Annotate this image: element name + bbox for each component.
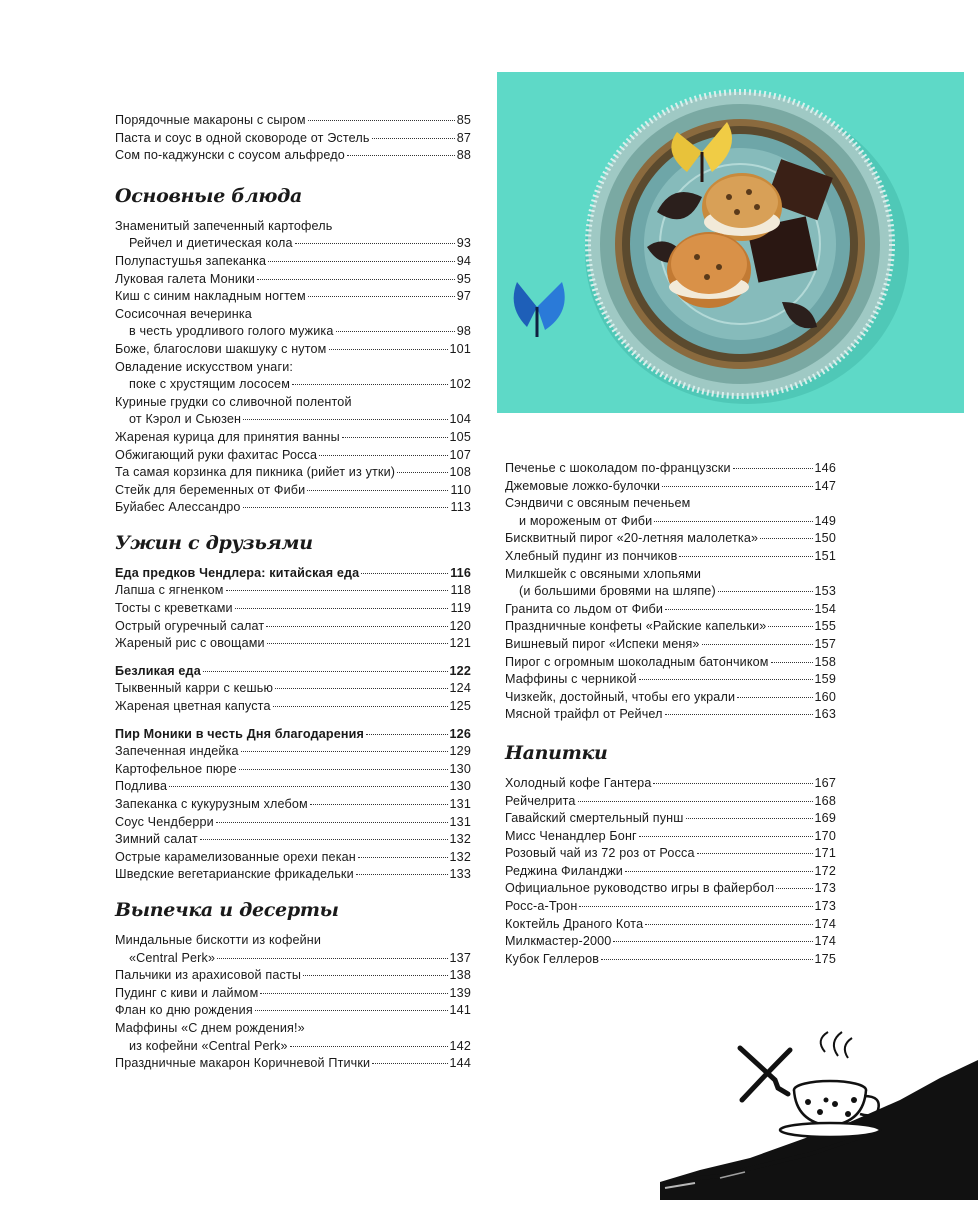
toc-entry[interactable] — [505, 689, 836, 707]
entry-title: Боже, благослови шакшуку с нутом — [115, 341, 327, 356]
entry-title: Полупастушья запеканка — [115, 253, 267, 268]
toc-entry[interactable] — [115, 743, 471, 761]
page-number: 137 — [449, 950, 471, 965]
toc-entry[interactable] — [505, 951, 836, 969]
entry-title: Милкшейк с овсяными хлопьями — [505, 566, 702, 581]
entry-title: Росс-а-Трон — [505, 899, 578, 914]
toc-entry[interactable] — [115, 1020, 471, 1055]
toc-entry[interactable] — [115, 866, 471, 884]
toc-entry[interactable] — [505, 601, 836, 619]
toc-entry[interactable] — [115, 464, 471, 482]
page-number: 173 — [814, 881, 836, 896]
toc-entry[interactable] — [115, 618, 471, 636]
page-number: 129 — [449, 744, 471, 759]
entry-title-cont: от Кэрол и Сьюзен — [129, 412, 242, 427]
page-number: 108 — [449, 465, 471, 480]
toc-entry[interactable] — [505, 810, 836, 828]
entry-title: Соус Чендберри — [115, 814, 214, 829]
page-number: 132 — [449, 849, 471, 864]
toc-entry[interactable] — [505, 566, 836, 601]
entry-title: Тыквенный карри с кешью — [115, 681, 274, 696]
toc-entry[interactable] — [115, 341, 471, 359]
entry-title-cont: «Central Perk» — [129, 950, 216, 965]
page-number: 146 — [814, 461, 836, 475]
toc-entry[interactable] — [115, 635, 471, 653]
page-number: 139 — [449, 985, 471, 1000]
page-number: 157 — [814, 636, 836, 651]
entry-title: Сосисочная вечеринка — [115, 306, 252, 321]
toc-entry-subheading[interactable] — [115, 663, 471, 681]
entry-title: Мисс Ченандлер Бонг — [505, 828, 637, 843]
entry-title: Сом по-каджунски с соусом альфредо — [115, 148, 345, 163]
entry-title-cont: поке с хрустящим лососем — [129, 377, 291, 392]
toc-entry[interactable] — [505, 636, 836, 654]
toc-section-baking-desserts — [115, 932, 471, 1073]
entry-title: Реджина Филанджи — [505, 863, 623, 878]
toc-section-dinner-with-friends — [115, 565, 471, 884]
toc-entry[interactable] — [115, 147, 471, 165]
entry-title: Маффины «С днем рождения!» — [115, 1020, 305, 1035]
page-number: 150 — [814, 531, 836, 546]
entry-title: Зимний салат — [115, 832, 198, 847]
toc-entry[interactable] — [505, 478, 836, 496]
section-heading: Ужин с друзьями — [115, 531, 313, 554]
entry-title-cont: и мороженым от Фиби — [519, 513, 653, 528]
toc-entry[interactable] — [505, 671, 836, 689]
page-number: 121 — [449, 636, 471, 651]
toc-entry[interactable] — [115, 288, 471, 306]
entry-title: Пирог с огромным шоколадным батончиком — [505, 654, 769, 669]
section-heading: Напитки — [505, 741, 608, 764]
page-number: 119 — [450, 601, 471, 616]
page-number: 98 — [456, 324, 471, 339]
page-number: 105 — [449, 429, 471, 444]
page-number: 94 — [456, 253, 471, 268]
toc-entry[interactable] — [115, 218, 471, 253]
toc-entry[interactable] — [115, 1002, 471, 1020]
toc-entry[interactable] — [115, 253, 471, 271]
food-photo — [497, 72, 964, 413]
toc-entry[interactable] — [115, 394, 471, 429]
toc-entry[interactable] — [115, 778, 471, 796]
brush-decoration-art — [660, 1030, 978, 1200]
page-number: 174 — [814, 916, 836, 931]
entry-title: Пудинг с киви и лаймом — [115, 985, 259, 1000]
page-number: 171 — [814, 846, 836, 861]
toc-entry[interactable] — [505, 618, 836, 636]
page-number: 168 — [814, 793, 836, 808]
page-number: 110 — [450, 482, 471, 497]
toc-entry[interactable] — [115, 499, 471, 517]
toc-entry[interactable] — [115, 429, 471, 447]
toc-entry[interactable] — [115, 761, 471, 779]
toc-entry[interactable] — [115, 932, 471, 967]
entry-title: Сэндвичи с овсяным печеньем — [505, 496, 691, 511]
page-number: 170 — [814, 828, 836, 843]
section-heading: Выпечка и десерты — [115, 898, 339, 921]
page-number: 125 — [449, 699, 471, 714]
entry-title: Безликая еда — [115, 663, 201, 678]
entry-title: Паста и соус в одной сковороде от Эстель — [115, 130, 370, 145]
page-number: 93 — [456, 236, 471, 251]
page-number: 120 — [449, 618, 471, 633]
page-number: 130 — [449, 779, 471, 794]
toc-entry[interactable] — [115, 447, 471, 465]
page-number: 130 — [449, 761, 471, 776]
toc-section-main-dishes — [115, 218, 471, 517]
toc-section-drinks — [505, 775, 836, 969]
entry-title: Пальчики из арахисовой пасты — [115, 968, 302, 983]
page-number: 131 — [449, 797, 471, 811]
page-number: 172 — [814, 863, 836, 878]
page-number: 88 — [456, 148, 471, 163]
toc-entry[interactable] — [505, 863, 836, 881]
toc-entry[interactable] — [115, 985, 471, 1003]
entry-title: Стейк для беременных от Фиби — [115, 482, 306, 497]
toc-entry[interactable] — [115, 1055, 471, 1073]
x-mark-icon — [740, 1048, 790, 1100]
entry-title: Буйабес Алессандро — [115, 500, 241, 515]
entry-title: Рейчелрита — [505, 793, 576, 808]
entry-title: Официальное руководство игры в файербол — [505, 881, 775, 896]
entry-title: Холодный кофе Гантера — [505, 775, 652, 790]
entry-title: Подлива — [115, 779, 168, 794]
entry-title: Кубок Геллеров — [505, 951, 600, 966]
toc-entry[interactable] — [115, 967, 471, 985]
entry-title: Обжигающий руки фахитас Росса — [115, 447, 318, 462]
entry-title: Мясной трайфл от Рейчел — [505, 707, 663, 722]
page-number: 151 — [814, 548, 836, 563]
entry-title: Острые карамелизованные орехи пекан — [115, 849, 356, 864]
page-number: 144 — [449, 1056, 471, 1071]
page-number: 124 — [449, 681, 471, 696]
toc-entry[interactable] — [505, 880, 836, 898]
entry-title: Еда предков Чендлера: китайская еда — [115, 565, 360, 580]
entry-title: Хлебный пудинг из пончиков — [505, 548, 678, 563]
toc-entry[interactable] — [115, 680, 471, 698]
toc-entry[interactable] — [115, 814, 471, 832]
page-number: 155 — [814, 619, 836, 634]
page-number: 163 — [814, 707, 836, 722]
page-number: 158 — [814, 654, 836, 669]
entry-title: Знаменитый запеченный картофель — [115, 218, 333, 233]
page-number: 133 — [449, 867, 471, 882]
toc-entry[interactable] — [115, 359, 471, 394]
toc-entry[interactable] — [505, 845, 836, 863]
page-number: 126 — [449, 726, 471, 741]
page-number: 175 — [814, 951, 836, 966]
page-number: 159 — [814, 672, 836, 687]
entry-title-cont: Рейчел и диетическая кола — [129, 236, 293, 251]
entry-title: Жареная цветная капуста — [115, 699, 271, 714]
entry-title-cont: (и большими бровями на шляпе) — [519, 584, 716, 599]
page-number: 160 — [814, 689, 836, 704]
page-number: 87 — [456, 130, 471, 145]
toc-entry[interactable] — [115, 482, 471, 500]
page-number: 142 — [449, 1038, 471, 1053]
page-number: 113 — [450, 500, 471, 515]
toc-section-desserts-continued — [505, 460, 836, 724]
entry-title: Гранита со льдом от Фиби — [505, 601, 664, 616]
entry-title-cont: из кофейни «Central Perk» — [129, 1038, 288, 1053]
page-number: 97 — [456, 289, 471, 304]
toc-entry[interactable] — [505, 775, 836, 793]
entry-title: Жареный рис с овощами — [115, 636, 265, 651]
toc-entry[interactable] — [115, 796, 471, 814]
toc-entry[interactable] — [115, 582, 471, 600]
entry-title: Запеченная индейка — [115, 744, 239, 759]
page-number: 141 — [449, 1003, 471, 1018]
toc-entry[interactable] — [115, 849, 471, 867]
toc-entry[interactable] — [115, 698, 471, 716]
toc-left-column — [115, 112, 471, 1073]
food-photo-illustration — [497, 72, 964, 413]
toc-entry[interactable] — [115, 130, 471, 148]
toc-entry-subheading[interactable] — [115, 565, 471, 583]
toc-entry[interactable] — [505, 706, 836, 724]
toc-entry[interactable] — [505, 793, 836, 811]
page-number: 101 — [449, 341, 471, 356]
entry-title: Миндальные бискотти из кофейни — [115, 932, 322, 947]
entry-title: Острый огуречный салат — [115, 618, 265, 633]
entry-title: Запеканка с кукурузным хлебом — [115, 797, 308, 811]
page-number: 138 — [449, 968, 471, 983]
page-number: 173 — [814, 899, 836, 914]
page-number: 154 — [814, 601, 836, 616]
entry-title: Джемовые ложко-булочки — [505, 478, 661, 493]
entry-title: Милкмастер-2000 — [505, 934, 612, 949]
entry-title: Флан ко дню рождения — [115, 1003, 253, 1018]
entry-title: Пир Моники в честь Дня благодарения — [115, 726, 365, 741]
entry-title: Печенье с шоколадом по-французски — [505, 461, 731, 475]
toc-entry[interactable] — [505, 548, 836, 566]
toc-entry[interactable] — [505, 460, 836, 478]
page-number: 132 — [449, 832, 471, 847]
page-number: 118 — [450, 583, 471, 598]
entry-title: Коктейль Драного Кота — [505, 916, 644, 931]
toc-entry[interactable] — [505, 898, 836, 916]
entry-title: Розовый чай из 72 роз от Росса — [505, 846, 695, 861]
page-number: 147 — [814, 478, 836, 493]
page-number: 102 — [449, 377, 471, 392]
entry-title: Вишневый пирог «Испеки меня» — [505, 636, 700, 651]
entry-title: Чизкейк, достойный, чтобы его украли — [505, 689, 736, 704]
page-number: 107 — [449, 447, 471, 462]
section-heading: Основные блюда — [115, 184, 302, 207]
entry-title: Лапша с ягненком — [115, 583, 224, 598]
toc-intro-group — [115, 112, 471, 165]
page-number: 122 — [449, 663, 471, 678]
entry-title: Тосты с креветками — [115, 601, 233, 616]
page-number: 174 — [814, 934, 836, 949]
entry-title: Овладение искусством унаги: — [115, 359, 294, 374]
entry-title: Та самая корзинка для пикника (рийет из утки) — [115, 465, 396, 480]
toc-entry[interactable] — [115, 112, 471, 130]
page-number: 153 — [814, 584, 836, 599]
page-number: 104 — [449, 412, 471, 427]
toc-entry[interactable] — [505, 933, 836, 951]
page-number: 95 — [456, 271, 471, 286]
toc-entry[interactable] — [505, 654, 836, 672]
toc-entry[interactable] — [115, 306, 471, 341]
toc-entry[interactable] — [115, 271, 471, 289]
toc-entry[interactable] — [505, 530, 836, 548]
toc-entry[interactable] — [115, 831, 471, 849]
page-number: 116 — [450, 565, 471, 580]
entry-title: Праздничные макарон Коричневой Птички — [115, 1056, 371, 1071]
entry-title: Порядочные макароны с сыром — [115, 113, 306, 127]
entry-title: Картофельное пюре — [115, 761, 237, 776]
page-number: 131 — [449, 814, 471, 829]
toc-right-column — [505, 460, 836, 968]
page-number: 149 — [814, 513, 836, 528]
toc-entry[interactable] — [505, 828, 836, 846]
entry-title: Гавайский смертельный пунш — [505, 811, 684, 826]
entry-title: Праздничные конфеты «Райские капельки» — [505, 619, 767, 634]
toc-entry-subheading[interactable] — [115, 726, 471, 744]
entry-title: Бисквитный пирог «20-летняя малолетка» — [505, 531, 759, 546]
entry-title-cont: в честь уродливого голого мужика — [129, 324, 334, 339]
toc-entry[interactable] — [505, 495, 836, 530]
entry-title: Куриные грудки со сливочной полентой — [115, 394, 352, 409]
page-number: 169 — [814, 811, 836, 826]
entry-title: Жареная курица для принятия ванны — [115, 429, 340, 444]
toc-entry[interactable] — [505, 916, 836, 934]
entry-title: Луковая галета Моники — [115, 271, 255, 286]
page-number: 85 — [456, 113, 471, 127]
brush-decoration — [660, 1030, 978, 1200]
entry-title: Киш с синим накладным ногтем — [115, 289, 306, 304]
entry-title: Маффины с черникой — [505, 672, 637, 687]
entry-title: Шведские вегетарианские фрикадельки — [115, 867, 354, 882]
toc-entry[interactable] — [115, 600, 471, 618]
page-number: 167 — [814, 775, 836, 790]
